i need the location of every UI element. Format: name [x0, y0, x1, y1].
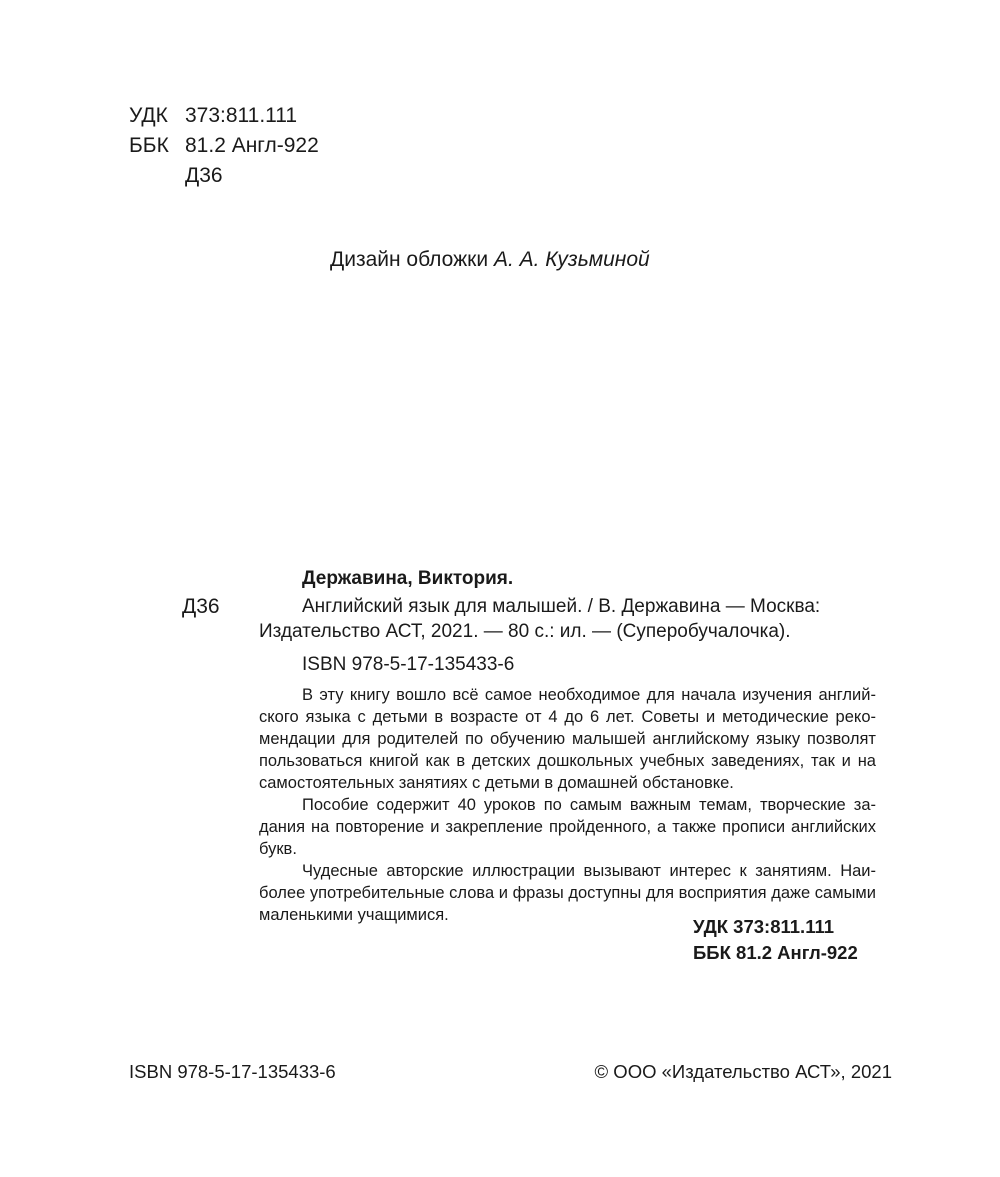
record-bbk: ББК 81.2 Англ-922	[693, 942, 858, 963]
udk-line	[129, 101, 319, 131]
cover-design-label: Дизайн обложки	[330, 248, 489, 271]
classification-block	[129, 101, 319, 191]
footer-copyright: © ООО «Издательство АСТ», 2021	[594, 1061, 892, 1082]
author-heading: Державина, Виктория.	[302, 568, 514, 589]
title-line-1: Английский язык для малышей. / В. Державина — Москва:	[302, 596, 821, 617]
record-codes	[693, 914, 858, 966]
annotation-paragraph: В эту книгу вошло всё самое необходимое для начала изучения английского языка с детьми в возрасте от 4 до 6 лет. Советы и методические рекомендации для родителей по обучению малышей английскому языку позволят пользоваться книгой как в детских дошкольных учебных заведениях, так и на самостоятельных занятиях с детьми в домашней обстановке.	[259, 686, 876, 792]
udk-label: УДК	[129, 104, 168, 127]
bbk-label: ББК	[129, 134, 169, 157]
udk-value: 373:811.111	[185, 104, 298, 127]
bbk-value: 81.2 Англ-922	[185, 134, 319, 157]
footer-isbn: ISBN 978-5-17-135433-6	[129, 1061, 336, 1082]
annotation	[259, 684, 876, 926]
author-mark-line	[129, 161, 319, 191]
record-udk: УДК 373:811.111	[693, 916, 835, 937]
record-author-mark: Д36	[182, 595, 220, 618]
title-line-2: Издательство АСТ, 2021. — 80 с.: ил. — (Суперобучалочка).	[259, 621, 791, 642]
cover-designer-name: А. А. Кузьминой	[493, 248, 650, 271]
bbk-line	[129, 131, 319, 161]
annotation-paragraph: Пособие содержит 40 уроков по самым важным темам, творческие задания на повторение и закрепление пройденного, а также прописи английских букв.	[259, 796, 876, 858]
record-isbn: ISBN 978-5-17-135433-6	[302, 654, 515, 675]
author-mark: Д36	[185, 164, 223, 187]
annotation-paragraph: Чудесные авторские иллюстрации вызывают интерес к занятиям. Наиболее употребительные слова и фразы доступны для восприятия даже самыми маленькими учащимися.	[259, 862, 876, 924]
cover-design-credit	[330, 248, 650, 272]
